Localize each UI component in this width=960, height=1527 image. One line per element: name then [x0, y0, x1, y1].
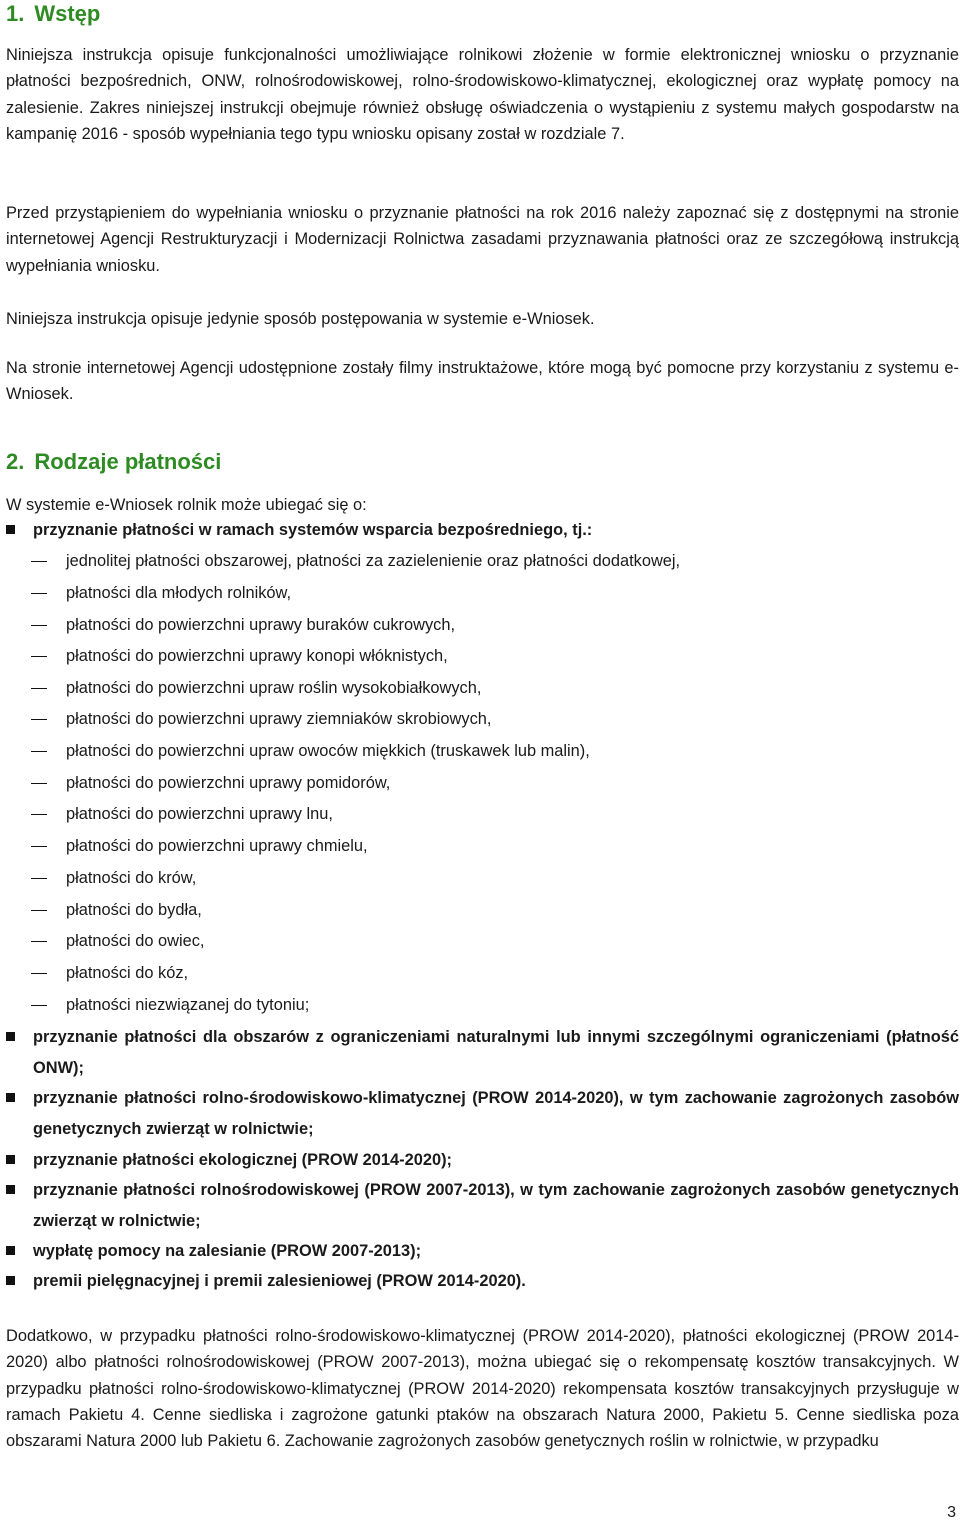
list-item: płatności do powierzchni upraw roślin wysokobiałkowych, [6, 673, 959, 704]
paragraph: Niniejsza instrukcja opisuje funkcjonalności umożliwiające rolnikowi złożenie w formie elektronicznej wniosku o przyznanie płatności bezpośrednich, ONW, rolnośrodowiskowej, rolno-środowiskowo-klimatycznej, ekologicznej oraz wypłatę pomocy na zalesienie. Zakres niniejszej instrukcji obejmuje również obsługę oświadczenia o wystąpieniu z systemu małych gospodarstw na kampanię 2016 - sposób wypełniania tego typu wniosku opisany został w rozdziale 7. [6, 46, 959, 143]
dash-bullet-icon [31, 1005, 47, 1006]
page-number: 3 [947, 1504, 956, 1521]
list-item: płatności do powierzchni upraw owoców miękkich (truskawek lub malin), [6, 736, 959, 767]
list-item: płatności do owiec, [6, 926, 959, 957]
dash-bullet-icon [31, 814, 47, 815]
intro-paragraph: W systemie e-Wniosek rolnik może ubiegać się o: [6, 496, 367, 514]
section-title: Rodzaje płatności [34, 449, 222, 474]
square-bullet-icon [6, 525, 15, 534]
square-bullet-icon [6, 1093, 15, 1102]
list-item: przyznanie płatności ekologicznej (PROW 2014-2020); [6, 1145, 959, 1176]
list-item: przyznanie płatności rolnośrodowiskowej (PROW 2007-2013), w tym zachowanie zagrożonych zasobów genetycznych zwierząt w rolnictwie; [6, 1175, 959, 1236]
dash-bullet-icon [31, 751, 47, 752]
section-heading-intro [6, 0, 100, 28]
list-item: płatności do powierzchni uprawy konopi włóknistych, [6, 641, 959, 672]
list-item: jednolitej płatności obszarowej, płatności za zazielenienie oraz płatności dodatkowej, [6, 546, 959, 577]
dash-bullet-icon [31, 688, 47, 689]
paragraph: Przed przystąpieniem do wypełniania wniosku o przyznanie płatności na rok 2016 należy zapoznać się z dostępnymi na stronie internetowej Agencji Restrukturyzacji i Modernizacji Rolnictwa zasadami przyznawania płatności oraz ze szczegółową instrukcją wypełniania wniosku. [6, 204, 959, 275]
dash-bullet-icon [31, 625, 47, 626]
paragraph: Niniejsza instrukcja opisuje jedynie sposób postępowania w systemie e-Wniosek. [6, 310, 595, 328]
dash-bullet-icon [31, 561, 47, 562]
square-bullet-icon [6, 1155, 15, 1164]
list-item: płatności niezwiązanej do tytoniu; [6, 990, 959, 1021]
list-item: przyznanie płatności dla obszarów z ograniczeniami naturalnymi lub innymi szczególnymi ograniczeniami (płatność ONW); [6, 1022, 959, 1083]
list-item: płatności do kóz, [6, 958, 959, 989]
dash-bullet-icon [31, 878, 47, 879]
list-item: płatności do powierzchni uprawy lnu, [6, 799, 959, 830]
dash-bullet-icon [31, 973, 47, 974]
dash-bullet-icon [31, 593, 47, 594]
list-item: wypłatę pomocy na zalesianie (PROW 2007-2013); [6, 1236, 959, 1267]
square-bullet-icon [6, 1276, 15, 1285]
paragraph: Na stronie internetowej Agencji udostępnione zostały filmy instruktażowe, które mogą być pomocne przy korzystaniu z systemu e-Wniosek. [6, 359, 959, 404]
square-bullet-icon [6, 1032, 15, 1041]
dash-bullet-icon [31, 846, 47, 847]
list-item: przyznanie płatności w ramach systemów wsparcia bezpośredniego, tj.: [6, 515, 959, 546]
square-bullet-icon [6, 1185, 15, 1194]
list-item: płatności do powierzchni uprawy chmielu, [6, 831, 959, 862]
dash-bullet-icon [31, 910, 47, 911]
dash-bullet-icon [31, 941, 47, 942]
section-number: 2. [6, 449, 25, 474]
list-item: premii pielęgnacyjnej i premii zalesieniowej (PROW 2014-2020). [6, 1266, 959, 1297]
list-item: płatności do krów, [6, 863, 959, 894]
square-bullet-icon [6, 1246, 15, 1255]
dash-bullet-icon [31, 719, 47, 720]
list-item: płatności do powierzchni uprawy buraków cukrowych, [6, 610, 959, 641]
list-item: płatności do powierzchni uprawy pomidorów, [6, 768, 959, 799]
list-item: płatności do bydła, [6, 895, 959, 926]
section-heading-payment-types [6, 448, 221, 476]
section-title: Wstęp [34, 1, 101, 26]
list-item: przyznanie płatności rolno-środowiskowo-klimatycznej (PROW 2014-2020), w tym zachowanie zagrożonych zasobów genetycznych zwierząt w rolnictwie; [6, 1083, 959, 1144]
dash-bullet-icon [31, 783, 47, 784]
closing-paragraph: Dodatkowo, w przypadku płatności rolno-środowiskowo-klimatycznej (PROW 2014-2020), płatności ekologicznej (PROW 2014-2020) albo płatności rolnośrodowiskowej (PROW 2007-2013), można ubiegać się o rekompensatę kosztów transakcyjnych. W przypadku płatności rolno-środowiskowo-klimatycznej (PROW 2014-2020) rekompensata kosztów transakcyjnych przysługuje w ramach Pakietu 4. Cenne siedliska i zagrożone gatunki ptaków na obszarach Natura 2000, Pakietu 5. Cenne siedliska poza obszarami Natura 2000 lub Pakietu 6. Zachowanie zagrożonych zasobów genetycznych roślin w rolnictwie, w przypadku [6, 1327, 959, 1451]
dash-bullet-icon [31, 656, 47, 657]
list-item: płatności do powierzchni uprawy ziemniaków skrobiowych, [6, 704, 959, 735]
list-item: płatności dla młodych rolników, [6, 578, 959, 609]
section-number: 1. [6, 1, 25, 26]
